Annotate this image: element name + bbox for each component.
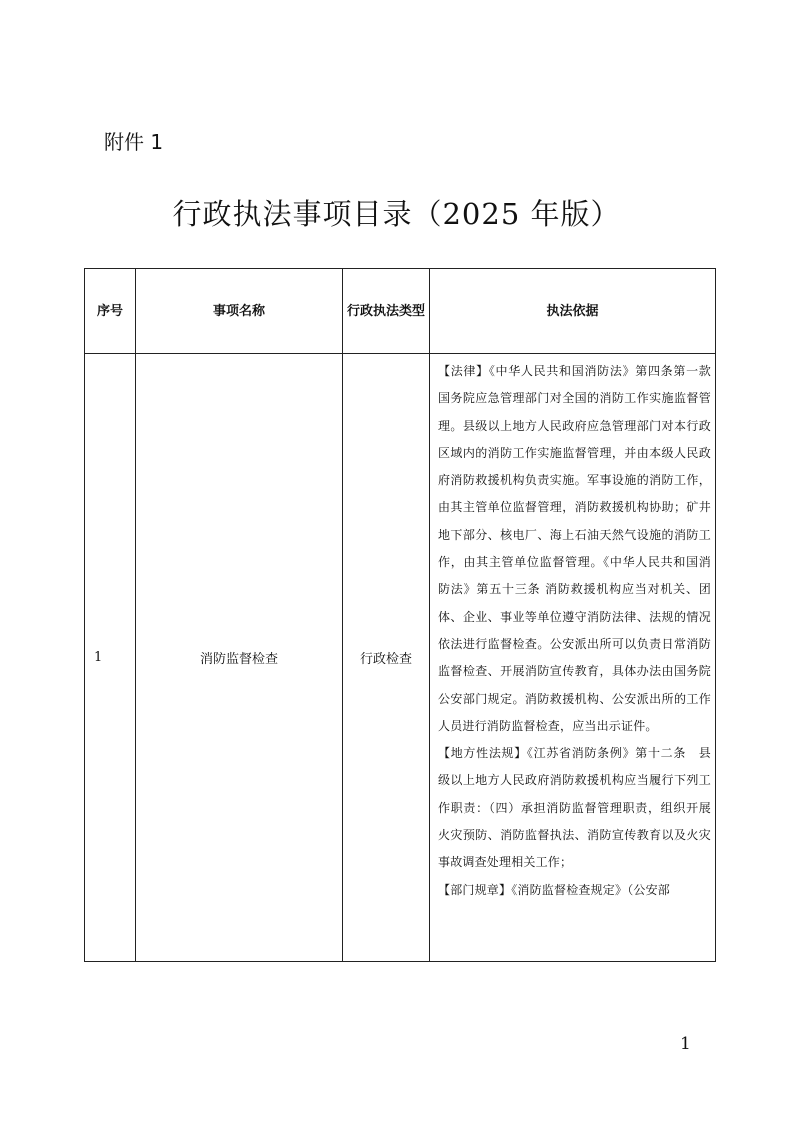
basis-local-regulation-paragraph: 【地方性法规】《江苏省消防条例》第十二条 县级以上地方人民政府消防救援机构应当履行下列工作职责：（四）承担消防监督管理职责，组织开展火灾预防、消防监督执法、消防宣传教育以及火灾事故调查处理相关工作； <box>438 746 711 870</box>
cell-legal-basis <box>430 354 724 962</box>
header-enforcement-type: 行政执法类型 <box>343 269 430 354</box>
attachment-label: 附件 1 <box>104 130 164 154</box>
header-legal-basis: 执法依据 <box>430 269 716 354</box>
header-serial-number: 序号 <box>85 269 136 354</box>
cell-enforcement-type: 行政检查 <box>343 354 430 962</box>
document-title: 行政执法事项目录（2025 年版） <box>172 197 621 231</box>
cell-item-name: 消防监督检查 <box>136 354 343 962</box>
page-number: 1 <box>680 1034 691 1054</box>
cell-serial-number: 1 <box>85 354 136 962</box>
header-item-name: 事项名称 <box>136 269 343 354</box>
table-header-row <box>85 269 716 354</box>
basis-law-paragraph: 【法律】《中华人民共和国消防法》第四条第一款 国务院应急管理部门对全国的消防工作实施监督管理。县级以上地方人民政府应急管理部门对本行政区域内的消防工作实施监督管理，并由本级人民政府消防救援机构负责实施。军事设施的消防工作，由其主管单位监督管理，消防救援机构协助；矿井地下部分、核电厂、海上石油天然气设施的消防工作，由其主管单位监督管理。《中华人民共和国消防法》第五十三条 消防救援机构应当对机关、团体、企业、事业等单位遵守消防法律、法规的情况依法进行监督检查。公安派出所可以负责日常消防监督检查、开展消防宣传教育，具体办法由国务院公安部门规定。消防救援机构、公安派出所的工作人员进行消防监督检查，应当出示证件。 <box>438 364 724 733</box>
table-row <box>85 354 716 962</box>
enforcement-items-table <box>84 268 724 962</box>
basis-department-rule-paragraph: 【部门规章】《消防监督检查规定》（公安部 <box>438 882 671 897</box>
